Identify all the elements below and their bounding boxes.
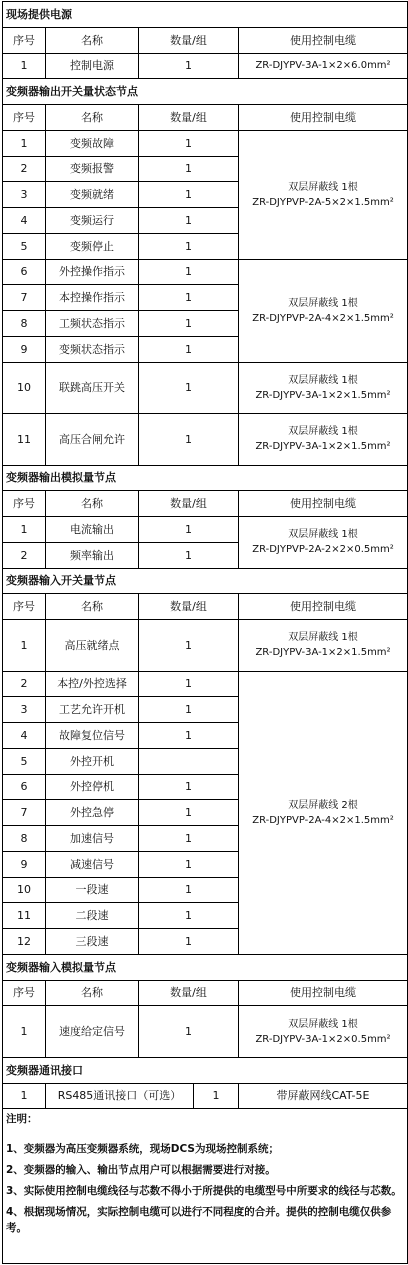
row-seq: 5: [2, 233, 46, 260]
notes-title: 注明：: [6, 1113, 38, 1126]
row-qty: 1: [138, 284, 239, 311]
row-qty: 1: [138, 851, 239, 878]
row-qty: 1: [138, 542, 239, 569]
row-seq: 5: [2, 748, 46, 775]
section-title-digital_in: 变频器输入开关量节点: [2, 568, 408, 595]
row-qty: 1: [138, 130, 239, 157]
row-seq: 12: [2, 928, 46, 955]
row-qty: 1: [138, 722, 239, 749]
row-seq: 8: [2, 825, 46, 852]
row-qty: 1: [138, 53, 239, 80]
row-name: 变频报警: [45, 156, 139, 183]
header-cable: 使用控制电缆: [238, 980, 408, 1007]
header-cable: 使用控制电缆: [238, 27, 408, 54]
notes-block: [2, 1108, 408, 1264]
row-seq: 6: [2, 259, 46, 286]
row-name: 故障复位信号: [45, 722, 139, 749]
row-seq: 6: [2, 774, 46, 801]
header-qty: 数量/组: [138, 104, 239, 131]
row-seq: 2: [2, 671, 46, 698]
row-seq: 9: [2, 336, 46, 363]
row-qty: 1: [138, 516, 239, 543]
row-qty: [138, 748, 239, 775]
row-name: 一段速: [45, 877, 139, 904]
header-seq: 序号: [2, 593, 46, 620]
row-qty: 1: [138, 774, 239, 801]
row-seq: 10: [2, 362, 46, 415]
row-name: 外控开机: [45, 748, 139, 775]
row-name: 本控操作指示: [45, 284, 139, 311]
section-title-power: 现场提供电源: [2, 1, 408, 28]
cable-spec: 双层屏蔽线 1根 ZR-DJYPV-3A-1×2×0.5mm²: [238, 1005, 408, 1058]
cable-spec: 双层屏蔽线 1根 ZR-DJYPV-3A-1×2×1.5mm²: [238, 413, 408, 466]
row-seq: 4: [2, 207, 46, 234]
row-name: 加速信号: [45, 825, 139, 852]
cable-spec: 双层屏蔽线 1根 ZR-DJYPVP-2A-2×2×0.5mm²: [238, 516, 408, 569]
row-seq: 7: [2, 284, 46, 311]
row-qty: 1: [138, 928, 239, 955]
row-qty: 1: [138, 207, 239, 234]
row-seq: 10: [2, 877, 46, 904]
row-qty: 1: [138, 310, 239, 337]
header-seq: 序号: [2, 490, 46, 517]
header-name: 名称: [45, 27, 139, 54]
row-seq: 1: [2, 1005, 46, 1058]
header-seq: 序号: [2, 980, 46, 1007]
row-qty: 1: [138, 181, 239, 208]
cable-spec: 双层屏蔽线 1根 ZR-DJYPV-3A-1×2×1.5mm²: [238, 362, 408, 415]
note-item: 1、变频器为高压变频器系统，现场DCS为现场控制系统；: [6, 1143, 279, 1156]
row-name: 变频就绪: [45, 181, 139, 208]
header-cable: 使用控制电缆: [238, 490, 408, 517]
header-name: 名称: [45, 490, 139, 517]
row-qty: 1: [138, 825, 239, 852]
header-seq: 序号: [2, 104, 46, 131]
cable-spec: 双层屏蔽线 1根 ZR-DJYPV-3A-1×2×1.5mm²: [238, 619, 408, 672]
row-seq: 11: [2, 902, 46, 929]
row-qty: 1: [138, 413, 239, 466]
row-name: 电流输出: [45, 516, 139, 543]
row-seq: 1: [2, 619, 46, 672]
row-name: 外控停机: [45, 774, 139, 801]
row-seq: 9: [2, 851, 46, 878]
row-qty: 1: [138, 799, 239, 826]
row-name: 控制电源: [45, 53, 139, 80]
row-qty: 1: [138, 336, 239, 363]
row-name: 二段速: [45, 902, 139, 929]
row-name: 变频故障: [45, 130, 139, 157]
row-seq: 3: [2, 181, 46, 208]
row-name: 外控操作指示: [45, 259, 139, 286]
header-name: 名称: [45, 593, 139, 620]
cable-spec: ZR-DJYPV-3A-1×2×6.0mm²: [238, 53, 408, 80]
row-seq: 8: [2, 310, 46, 337]
header-qty: 数量/组: [138, 980, 239, 1007]
header-qty: 数量/组: [138, 593, 239, 620]
row-name: 工艺允许开机: [45, 696, 139, 723]
row-seq: 11: [2, 413, 46, 466]
section-title-analog_out: 变频器输出模拟量节点: [2, 465, 408, 492]
row-seq: 1: [2, 53, 46, 80]
row-name: 高压合闸允许: [45, 413, 139, 466]
row-seq: 1: [2, 130, 46, 157]
row-name: 减速信号: [45, 851, 139, 878]
row-qty: 1: [138, 1005, 239, 1058]
header-qty: 数量/组: [138, 490, 239, 517]
note-item: 3、实际使用控制电缆线径与芯数不得小于所提供的电缆型号中所要求的线径与芯数。: [6, 1185, 402, 1198]
header-name: 名称: [45, 104, 139, 131]
row-name: 外控急停: [45, 799, 139, 826]
cable-spec: 双层屏蔽线 1根 ZR-DJYPVP-2A-4×2×1.5mm²: [238, 259, 408, 363]
cable-spec: 带屏蔽网线CAT-5E: [238, 1083, 408, 1110]
row-seq: 1: [2, 1083, 46, 1110]
section-title-digital_out: 变频器输出开关量状态节点: [2, 78, 408, 105]
row-qty: 1: [138, 233, 239, 260]
row-qty: 1: [138, 619, 239, 672]
row-qty: 1: [138, 156, 239, 183]
row-qty: 1: [138, 259, 239, 286]
cable-spec: 双层屏蔽线 2根 ZR-DJYPVP-2A-4×2×1.5mm²: [238, 671, 408, 955]
row-name: 变频状态指示: [45, 336, 139, 363]
row-seq: 1: [2, 516, 46, 543]
row-name: 频率输出: [45, 542, 139, 569]
row-name: 高压就绪点: [45, 619, 139, 672]
row-seq: 7: [2, 799, 46, 826]
row-name: 变频停止: [45, 233, 139, 260]
note-item: 2、变频器的输入、输出节点用户可以根据需要进行对接。: [6, 1164, 276, 1177]
row-qty: 1: [138, 877, 239, 904]
row-name: 本控/外控选择: [45, 671, 139, 698]
row-name: 工频状态指示: [45, 310, 139, 337]
row-qty: 1: [138, 696, 239, 723]
row-name: RS485通讯接口（可选）: [45, 1083, 194, 1110]
section-title-analog_in: 变频器输入模拟量节点: [2, 954, 408, 981]
row-name: 三段速: [45, 928, 139, 955]
cable-spec: 双层屏蔽线 1根 ZR-DJYPVP-2A-5×2×1.5mm²: [238, 130, 408, 260]
section-title-comm: 变频器通讯接口: [2, 1057, 408, 1084]
row-name: 变频运行: [45, 207, 139, 234]
row-qty: 1: [138, 902, 239, 929]
row-qty: 1: [193, 1083, 239, 1110]
row-seq: 3: [2, 696, 46, 723]
header-name: 名称: [45, 980, 139, 1007]
row-qty: 1: [138, 671, 239, 698]
row-seq: 2: [2, 542, 46, 569]
row-seq: 4: [2, 722, 46, 749]
row-name: 联跳高压开关: [45, 362, 139, 415]
header-cable: 使用控制电缆: [238, 104, 408, 131]
note-item: 4、根据现场情况，实际控制电缆可以进行不同程度的合并。提供的控制电缆仅供参考。: [6, 1206, 392, 1235]
row-name: 速度给定信号: [45, 1005, 139, 1058]
header-qty: 数量/组: [138, 27, 239, 54]
row-qty: 1: [138, 362, 239, 415]
header-cable: 使用控制电缆: [238, 593, 408, 620]
header-seq: 序号: [2, 27, 46, 54]
row-seq: 2: [2, 156, 46, 183]
